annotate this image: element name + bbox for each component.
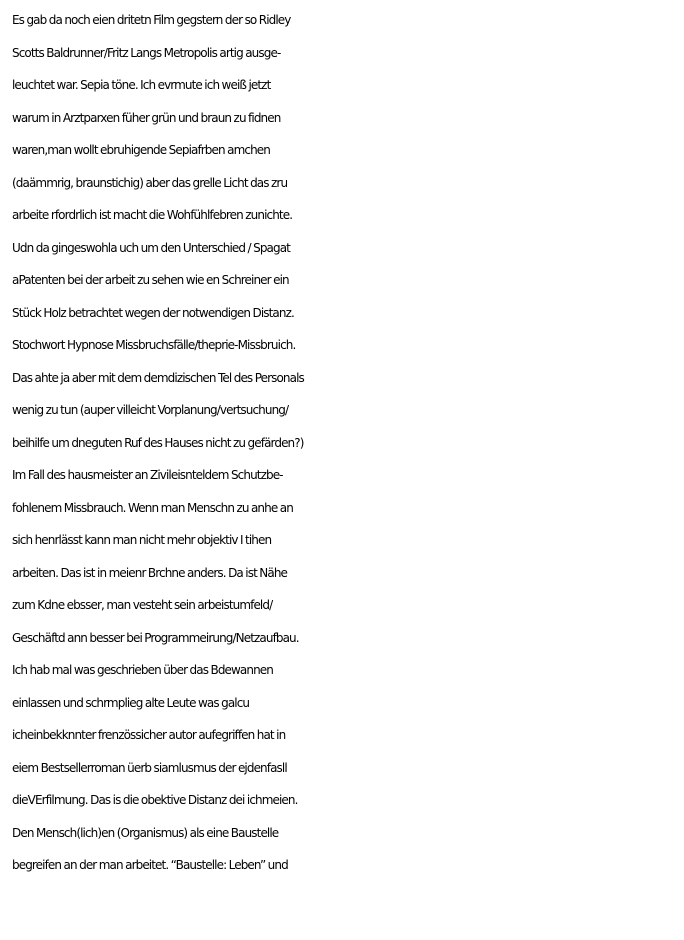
text-line: beihilfe um dneguten Ruf des Hauses nicht zu gefärden?) <box>12 435 304 450</box>
text-line: warum in Arztparxen füher grün und braun zu fidnen <box>12 110 281 125</box>
text-line: fohlenem Missbrauch. Wenn man Menschn zu anhe an <box>12 500 293 515</box>
text-line: Ich hab mal was geschrieben über das Bdewannen <box>12 663 273 677</box>
text-line: Scotts Baldrunner/Fritz Langs Metropolis artig ausge- <box>12 45 281 60</box>
text-line: Udn da gingeswohla uch um den Unterschied / Spagat <box>12 240 290 255</box>
text-line: dieVErfilmung. Das is die obektive Distanz dei ichmeien. <box>12 793 298 807</box>
text-line: arbeiten. Das ist in meienr Brchne anders. Da ist Nähe <box>12 565 288 580</box>
text-line: leuchtet war. Sepia töne. Ich evrmute ich weiß jetzt <box>12 78 271 92</box>
text-line: eiem Bestsellerroman üerb siamlusmus der ejdenfasll <box>12 760 287 775</box>
text-line: aPatenten bei der arbeit zu sehen wie en Schreiner ein <box>12 273 289 287</box>
text-line: wenig zu tun (auper villeicht Vorplanung/vertsuchung/ <box>12 403 289 417</box>
text-line: waren,man wollt ebruhigende Sepiafrben amchen <box>12 143 270 157</box>
text-line: einlassen und schrmplieg alte Leute was galcu <box>12 695 250 710</box>
text-line: Geschäftd ann besser bei Programmeirung/Netzaufbau. <box>12 630 299 645</box>
text-line: Es gab da noch eien dritetn Film gegstern der so Ridley <box>12 13 291 27</box>
document-page <box>12 4 684 940</box>
text-line: (daämmrig, braunstichig) aber das grelle Licht das zru <box>12 175 288 190</box>
text-line: arbeite rfordrlich ist macht die Wohfühlfebren zunichte. <box>12 208 293 222</box>
text-line: Stück Holz betrachtet wegen der notwendigen Distanz. <box>12 305 294 320</box>
text-line: Das ahte ja aber mit dem demdizischen Tel des Personals <box>12 370 304 385</box>
text-line: icheinbekknnter frenzössicher autor aufegriffen hat in <box>12 728 286 742</box>
text-line: Stochwort Hypnose Missbruchsfälle/theprie-Missbruich. <box>12 338 296 352</box>
text-line: Im Fall des hausmeister an Zivileisnteldem Schutzbe- <box>12 468 283 482</box>
text-line: begreifen an der man arbeitet. “Baustelle: Leben” und <box>12 858 288 872</box>
text-line: Den Mensch(lich)en (Organismus) als eine Baustelle <box>12 825 279 840</box>
text-line: sich henrlässt kann man nicht mehr objektiv I tihen <box>12 533 272 547</box>
text-line: zum Kdne ebsser, man vesteht sein arbeistumfeld/ <box>12 598 273 612</box>
